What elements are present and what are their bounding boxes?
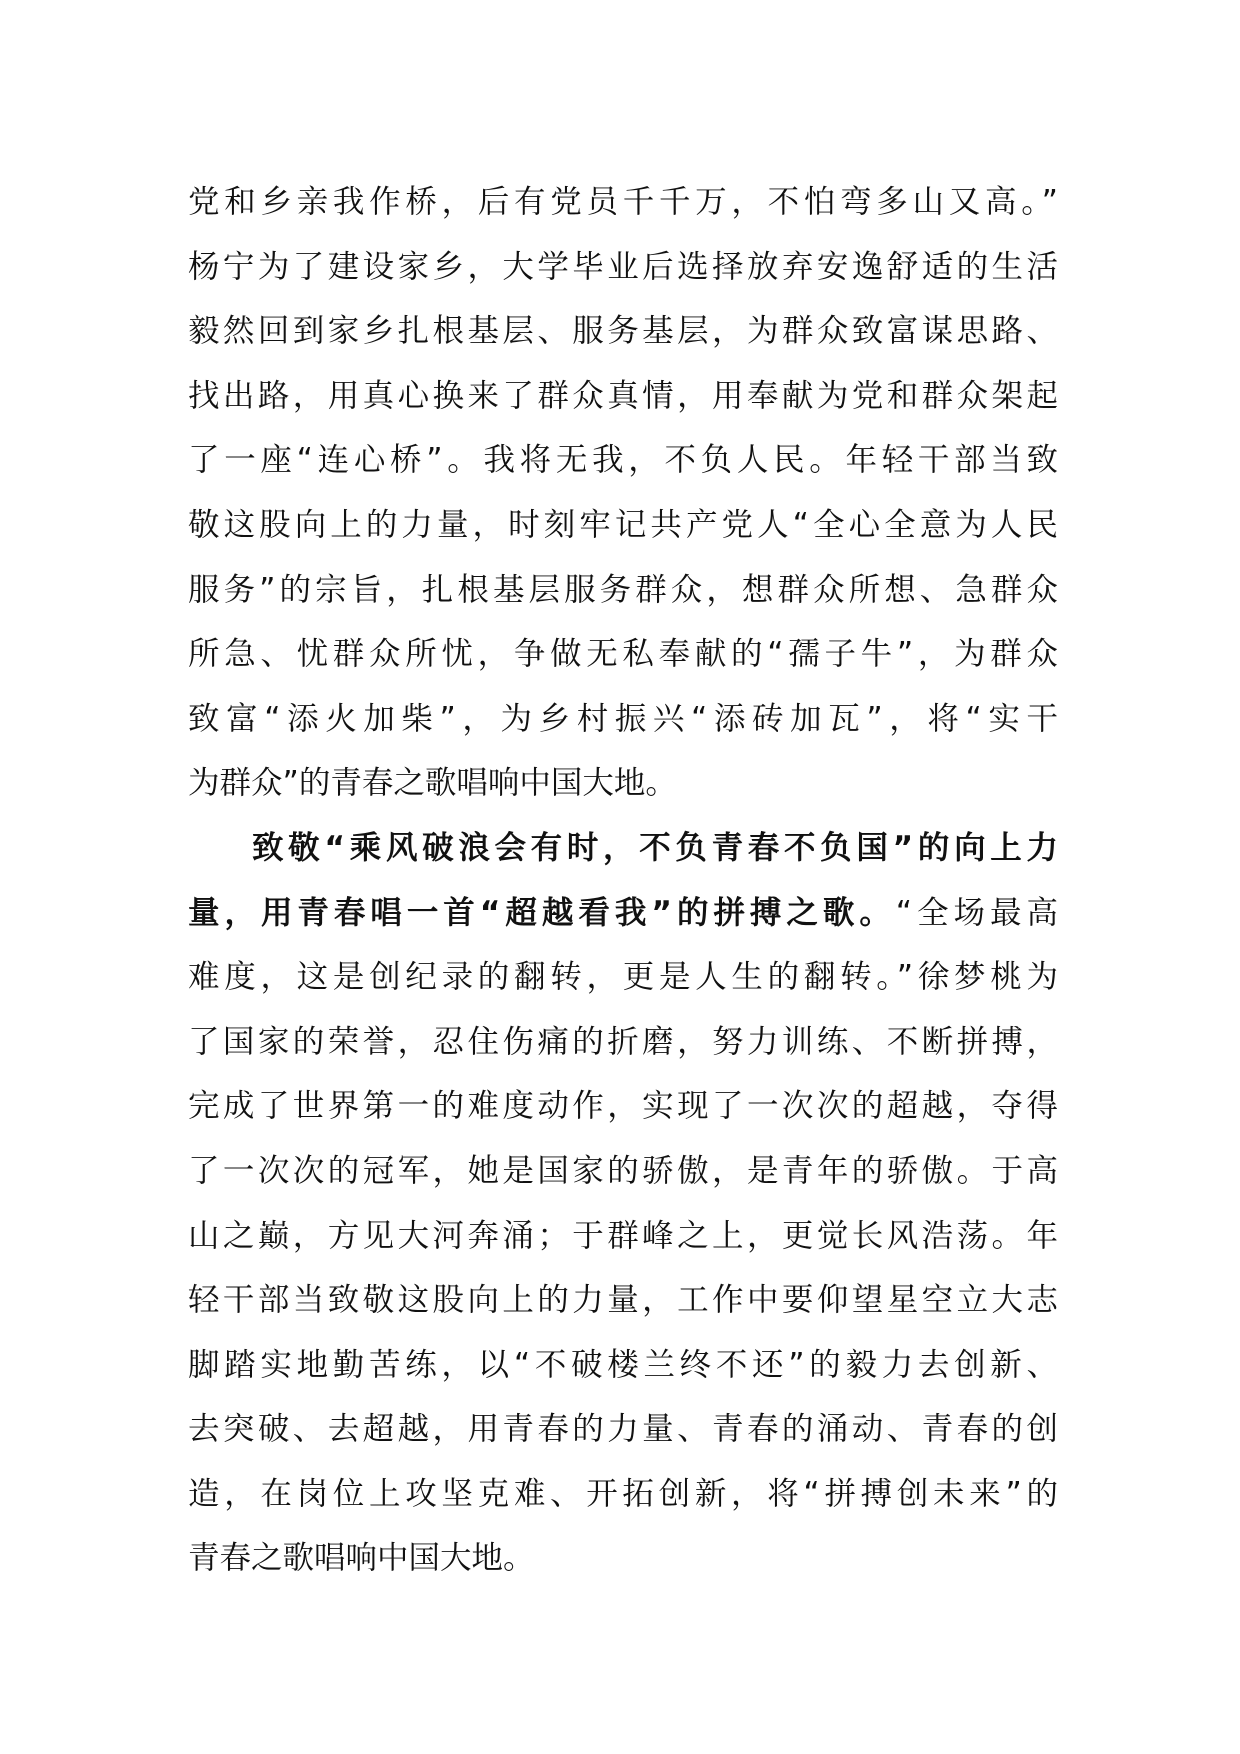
- text-line: [188, 364, 1058, 429]
- text-line: [188, 687, 1058, 752]
- text-segment: 难度，这是创纪录的翻转，更是人生的翻转。”徐梦桃为: [188, 959, 1058, 996]
- bold-text-segment: 致敬“乘风破浪会有时，不负青春不负国”的向上力: [252, 829, 1058, 866]
- text-line: [188, 299, 1058, 364]
- text-line: [188, 1333, 1058, 1398]
- text-segment: 找出路，用真心换来了群众真情，用奉献为党和群众架起: [188, 377, 1058, 414]
- text-line: [188, 881, 1058, 946]
- text-segment: 致富“添火加柴”，为乡村振兴“添砖加瓦”，将“实干: [188, 700, 1058, 737]
- text-line: [188, 816, 1058, 881]
- text-line: [188, 1462, 1058, 1527]
- text-line: [188, 751, 1058, 816]
- text-line: [188, 1074, 1058, 1139]
- text-segment: 敬这股向上的力量，时刻牢记共产党人“全心全意为人民: [188, 506, 1058, 543]
- text-segment: 青春之歌唱响中国大地。: [188, 1540, 535, 1577]
- text-line: [188, 1268, 1058, 1333]
- text-segment: 杨宁为了建设家乡，大学毕业后选择放弃安逸舒适的生活: [188, 248, 1058, 285]
- text-line: [188, 1010, 1058, 1075]
- text-segment: 了一座“连心桥”。我将无我，不负人民。年轻干部当致: [188, 442, 1058, 479]
- text-segment: 毅然回到家乡扎根基层、服务基层，为群众致富谋思路、: [188, 313, 1058, 350]
- text-segment: 轻干部当致敬这股向上的力量，工作中要仰望星空立大志: [188, 1282, 1058, 1319]
- text-segment: 党和乡亲我作桥，后有党员千千万，不怕弯多山又高。”: [188, 184, 1058, 220]
- text-line: [188, 945, 1058, 1010]
- bold-text-segment: 量，用青春唱一首“超越看我”的拼搏之歌。: [188, 894, 896, 931]
- text-line: [188, 170, 1058, 235]
- text-segment: 山之巅，方见大河奔涌；于群峰之上，更觉长风浩荡。年: [188, 1217, 1058, 1254]
- text-segment: 了一次次的冠军，她是国家的骄傲，是青年的骄傲。于高: [188, 1152, 1058, 1189]
- text-line: [188, 493, 1058, 558]
- text-line: [188, 1526, 1058, 1591]
- text-segment: 脚踏实地勤苦练，以“不破楼兰终不还”的毅力去创新、: [188, 1346, 1058, 1383]
- text-line: [188, 558, 1058, 623]
- text-line: [188, 1397, 1058, 1462]
- text-segment: 去突破、去超越，用青春的力量、青春的涌动、青春的创: [188, 1411, 1058, 1448]
- text-segment: 完成了世界第一的难度动作，实现了一次次的超越，夺得: [188, 1088, 1058, 1125]
- text-segment: “全场最高: [895, 894, 1058, 931]
- text-line: [188, 235, 1058, 300]
- text-segment: 为群众”的青春之歌唱响中国大地。: [188, 765, 677, 802]
- text-line: [188, 622, 1058, 687]
- text-line: [188, 428, 1058, 493]
- text-line: [188, 1139, 1058, 1204]
- body-text: [188, 170, 1058, 1591]
- text-segment: 所急、忧群众所忧，争做无私奉献的“孺子牛”，为群众: [188, 636, 1058, 673]
- text-segment: 了国家的荣誉，忍住伤痛的折磨，努力训练、不断拼搏，: [188, 1023, 1058, 1060]
- text-line: [188, 1204, 1058, 1269]
- text-segment: 服务”的宗旨，扎根基层服务群众，想群众所想、急群众: [188, 571, 1058, 608]
- text-segment: 造，在岗位上攻坚克难、开拓创新，将“拼搏创未来”的: [188, 1475, 1058, 1512]
